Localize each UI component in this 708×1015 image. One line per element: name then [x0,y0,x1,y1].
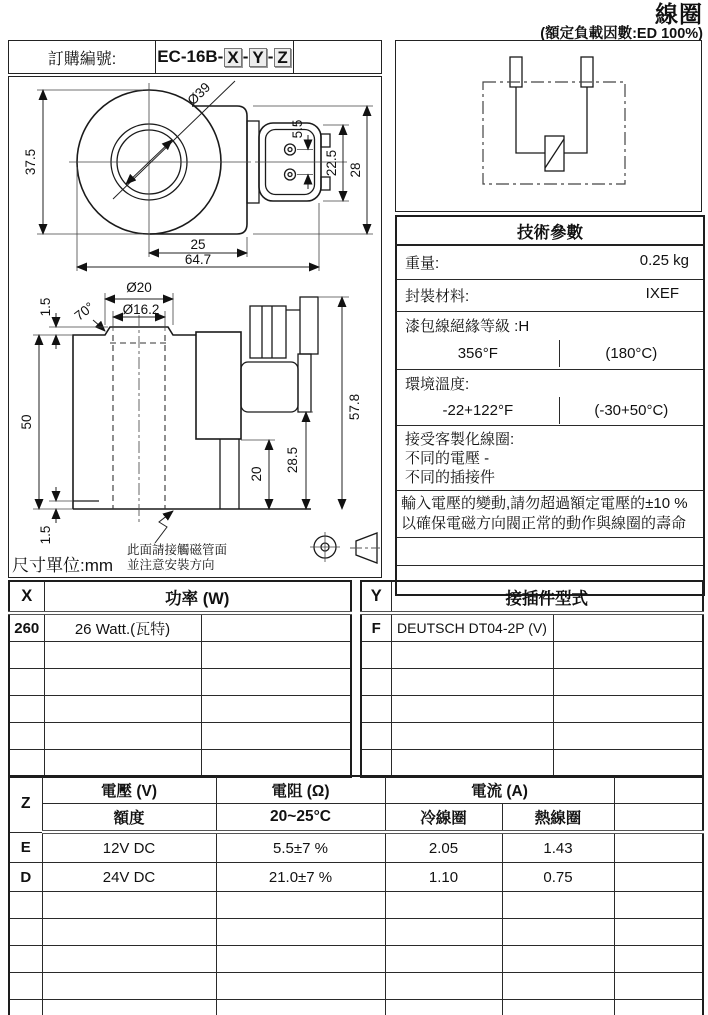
dim-top-width-inner: 25 [190,237,206,252]
x-table-title: 功率 (W) [44,581,351,613]
tech-params-title: 技術參數 [396,216,704,245]
dim-step: 20 [249,466,264,482]
warning-line1: 輸入電壓的變動,請勿超過額定電壓的±10 % [401,495,688,512]
order-code-x: X [224,48,241,67]
custom-line3: 不同的插接件 [405,468,496,486]
mount-note-line2: 並注意安裝方向 [127,558,215,572]
dim-conn-mid: 28.5 [285,446,300,474]
ambient-label: 環境溫度: [405,375,470,393]
coil-side-view [12,280,380,575]
dim-chamfer-angle: 70° [71,299,97,324]
table-row [361,642,703,669]
tech-params-table [395,215,705,596]
insulation-label: 漆包線絕緣等級 :H [405,318,530,335]
table-row [361,723,703,750]
dim-body-height: 50 [19,414,34,430]
table-row [361,750,703,778]
custom-line2: 不同的電壓 - [405,449,490,467]
cold-coil-subheader: 冷線圈 [385,804,502,833]
rated-subheader: 額度 [42,804,216,833]
order-empty-cell [294,41,381,73]
unit-note: 尺寸單位:mm [12,556,114,575]
order-label: 訂購編號: [9,41,156,73]
dim-top-diameter: Ø39 [184,79,214,109]
order-code-y: Y [249,48,266,67]
enclosure-outline [483,82,625,184]
table-row [9,919,703,946]
ambient-celsius: (-30+50°C) [559,397,703,424]
dim-total-height: 57.8 [347,393,362,421]
coil-schematic [396,41,699,209]
dash: - [267,47,274,66]
insulation-celsius: (180°C) [559,340,703,367]
schematic-wires [516,87,587,153]
table-row [9,669,351,696]
table-row [9,723,351,750]
document-header [540,2,703,43]
z-header-row-2 [9,804,703,833]
table-row: D 24V DC 21.0±7 % 1.10 0.75 [9,863,703,892]
page-subtitle: (額定負載因數:ED 100%) [540,26,703,43]
schematic-box [395,40,702,212]
insulation-fahrenheit: 356°F [457,345,498,362]
x-power-table [8,580,352,778]
custom-coil-note [396,426,704,491]
hot-coil-subheader: 熱線圈 [502,804,614,833]
dim-conn-height: 22.5 [324,149,339,177]
custom-line1: 接受客製化線圈: [405,430,515,448]
technical-drawing-box [8,76,382,578]
datum-target-icon [310,532,340,562]
z-electrical-table [8,775,704,1015]
dim-flange-dia: Ø20 [126,280,152,295]
dim-lip-top: 1.5 [38,297,53,317]
material-value: IXEF [645,285,679,302]
order-code-prefix: EC-16B- [157,47,224,66]
table-row [9,750,351,778]
dim-tube-dia: Ø16.2 [122,302,160,317]
temp-subheader: 20~25°C [216,804,385,833]
dim-lip-bottom: 1.5 [38,525,53,545]
table-row [9,946,703,973]
current-header: 電流 (A) [385,776,614,804]
order-number-box [8,40,382,74]
voltage-warning-note [396,491,704,538]
page-title: 線圈 [655,1,703,27]
warning-line2: 以確保電磁方向閥正常的動作與線圈的壽命 [401,515,687,532]
empty-row [396,538,704,566]
extra-header [614,776,703,804]
coil-top-view [23,80,373,271]
y-table-title: 接插件型式 [391,581,703,613]
table-row [9,1000,703,1015]
voltage-header: 電壓 (V) [42,776,216,804]
order-code [156,41,294,73]
table-row [9,973,703,1000]
projection-cone-icon [350,533,380,563]
table-row: E 12V DC 5.5±7 % 2.05 1.43 [9,832,703,863]
table-row [361,669,703,696]
dim-pin-gap: 5.5 [290,119,305,139]
ambient-fahrenheit: -22+122°F [442,401,514,419]
weight-value: 0.25 kg [639,252,689,269]
mount-note-line1: 此面請接觸磁管面 [127,543,228,557]
table-row: F DEUTSCH DT04-2P (V) [361,613,703,642]
table-row: 260 26 Watt.(瓦特) [9,613,351,642]
table-row [9,892,703,919]
technical-drawing [9,77,380,576]
dim-top-width-total: 64.7 [184,252,212,267]
dim-top-height: 37.5 [23,148,38,176]
table-row [361,696,703,723]
resistance-header: 電阻 (Ω) [216,776,385,804]
y-table-key-header: Y [361,581,391,613]
weight-label: 重量: [405,255,440,272]
table-row [9,642,351,669]
z-header-row-1 [9,776,703,804]
x-table-key-header: X [9,581,44,613]
order-code-z: Z [274,48,290,67]
y-connector-table [360,580,704,778]
extra-subheader [614,804,703,833]
table-row [9,696,351,723]
z-table-key-header: Z [9,776,42,832]
dash: - [242,47,249,66]
dim-conn-total: 28 [348,162,363,178]
material-label: 封裝材料: [405,288,470,305]
